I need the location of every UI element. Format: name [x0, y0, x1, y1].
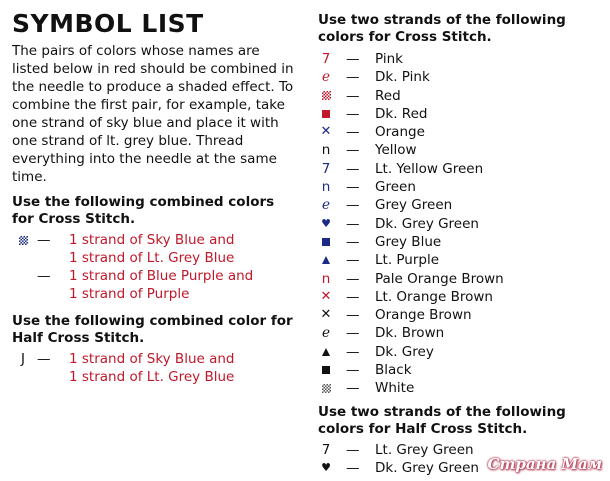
symbol-list-item — [318, 343, 608, 361]
cross-x-icon: ✕ — [320, 288, 332, 304]
e-glyph-icon: e — [322, 69, 330, 86]
n-glyph-icon: n — [321, 179, 331, 196]
dash-separator: — — [346, 105, 360, 122]
strand-line-1: 1 strand of Sky Blue and — [69, 232, 235, 248]
combined-color-item — [12, 350, 297, 386]
color-name: Grey Green — [375, 197, 453, 214]
symbol-list-item — [318, 361, 608, 379]
combined-color-text — [69, 350, 297, 386]
color-name: Orange — [375, 124, 425, 141]
checker-square-icon — [318, 379, 334, 397]
seven-glyph-icon: 7 — [321, 51, 331, 67]
dash-separator: — — [346, 69, 360, 86]
dash-separator: — — [346, 179, 360, 196]
color-name: Dk. Grey Green — [375, 459, 479, 476]
symbol-list-item — [318, 105, 608, 123]
combined-color-text — [69, 267, 297, 303]
page-title: SYMBOL LIST — [12, 9, 204, 38]
filled-square-icon — [318, 233, 334, 251]
dash-separator: — — [37, 268, 51, 284]
symbol-list-item — [318, 68, 608, 86]
heart-icon: ♥ — [321, 216, 331, 230]
triangle-icon — [318, 251, 334, 269]
dash-separator: — — [346, 307, 360, 324]
symbol-list-item — [318, 178, 608, 196]
color-name: Pale Orange Brown — [375, 270, 504, 287]
two-strand-cross-stitch-heading: Use two strands of the following colors for Cross Stitch. — [318, 12, 566, 45]
cross-x-icon: ✕ — [320, 124, 332, 140]
color-name: Black — [375, 362, 412, 379]
combined-half-cross-stitch-list — [12, 350, 297, 386]
heart-icon: ♥ — [321, 460, 331, 474]
dash-separator: — — [346, 215, 360, 232]
dash-separator: — — [37, 232, 51, 248]
combined-cross-stitch-heading: Use the following combined colors for Cross Stitch. — [12, 194, 275, 227]
symbol-list-item — [318, 215, 608, 233]
strand-line-1: 1 strand of Sky Blue and — [69, 351, 235, 367]
dash-separator: — — [346, 343, 360, 360]
dash-separator: — — [346, 197, 360, 214]
color-name: Lt. Grey Green — [375, 441, 474, 458]
combined-half-cross-stitch-heading: Use the following combined color for Half Cross Stitch. — [12, 313, 293, 346]
strand-line-2: 1 strand of Lt. Grey Blue — [69, 369, 235, 385]
seven-glyph-icon: 7 — [321, 441, 331, 458]
dash-separator: — — [346, 459, 360, 476]
strand-line-2: 1 strand of Purple — [69, 286, 190, 302]
dash-separator: — — [346, 233, 360, 250]
color-name: Dk. Grey Green — [375, 215, 479, 232]
e-glyph-icon: e — [322, 325, 330, 342]
symbol-list-item — [318, 306, 608, 324]
symbol-list-item — [318, 379, 608, 397]
dash-separator: — — [346, 142, 360, 159]
e-glyph-icon: e — [322, 197, 330, 214]
combined-color-text — [69, 231, 297, 267]
dash-separator: — — [37, 351, 51, 367]
dash-separator: — — [346, 51, 360, 67]
color-name: Lt. Yellow Green — [375, 160, 484, 177]
color-name: Red — [375, 87, 401, 104]
color-name: Green — [375, 179, 416, 196]
color-name: Orange Brown — [375, 307, 472, 324]
filled-square-icon — [318, 361, 334, 379]
dash-separator: — — [346, 362, 360, 379]
dash-separator: — — [346, 160, 360, 177]
symbol-list-item — [318, 50, 608, 68]
symbol-list-item — [318, 288, 608, 306]
color-name: Dk. Red — [375, 105, 428, 122]
color-name: Dk. Grey — [375, 343, 434, 360]
combined-color-item — [12, 267, 297, 303]
checker-square-icon — [16, 231, 30, 249]
symbol-list-item — [318, 324, 608, 342]
color-name: Dk. Pink — [375, 69, 430, 86]
symbol-list-item — [318, 270, 608, 288]
strand-line-1: 1 strand of Blue Purple and — [69, 268, 254, 284]
intro-paragraph: The pairs of colors whose names are listed below in red should be combined in the needle to produce a shaded effect. To combine the first pair, for example, take one strand of sky blue and place it with one strand of lt. grey blue. Thread everything into the needle at the same time. — [12, 43, 294, 185]
symbol-list-item — [318, 196, 608, 214]
left-column — [12, 10, 297, 386]
color-name: Lt. Orange Brown — [375, 288, 493, 305]
combined-cross-stitch-list — [12, 231, 297, 303]
n-glyph-icon: n — [321, 142, 331, 159]
n-glyph-icon: n — [321, 270, 331, 287]
color-name: White — [375, 380, 415, 397]
color-name: Lt. Purple — [375, 252, 440, 269]
color-name: Dk. Brown — [375, 325, 445, 342]
dash-separator: — — [346, 441, 360, 458]
right-column — [318, 12, 608, 477]
symbol-list-item — [318, 87, 608, 105]
filled-square-icon — [318, 105, 334, 123]
symbol-list-item — [318, 251, 608, 269]
dash-separator: — — [346, 124, 360, 141]
dash-separator: — — [346, 252, 360, 269]
dash-separator: — — [346, 288, 360, 305]
checker-square-icon — [318, 87, 334, 105]
symbol-list-item — [318, 123, 608, 141]
symbol-list-item — [318, 141, 608, 159]
dash-separator: — — [346, 380, 360, 397]
color-name: Pink — [375, 51, 403, 67]
seven-glyph-icon: 7 — [321, 160, 331, 177]
cross-x-icon: ✕ — [320, 307, 332, 323]
dash-separator: — — [346, 87, 360, 104]
two-strand-cross-stitch-list — [318, 50, 608, 398]
dash-separator: — — [346, 325, 360, 342]
watermark-logo: Страна Мам — [487, 455, 602, 473]
triangle-icon — [318, 343, 334, 361]
symbol-list-item — [318, 233, 608, 251]
strand-line-2: 1 strand of Lt. Grey Blue — [69, 250, 235, 266]
combined-color-item — [12, 231, 297, 267]
color-name: Yellow — [375, 142, 417, 159]
color-name: Grey Blue — [375, 233, 442, 250]
two-strand-half-cross-stitch-heading: Use two strands of the following colors for Half Cross Stitch. — [318, 403, 566, 437]
symbol-list-item — [318, 160, 608, 178]
dash-separator: — — [346, 270, 360, 287]
hook-glyph-icon: J — [21, 351, 25, 367]
